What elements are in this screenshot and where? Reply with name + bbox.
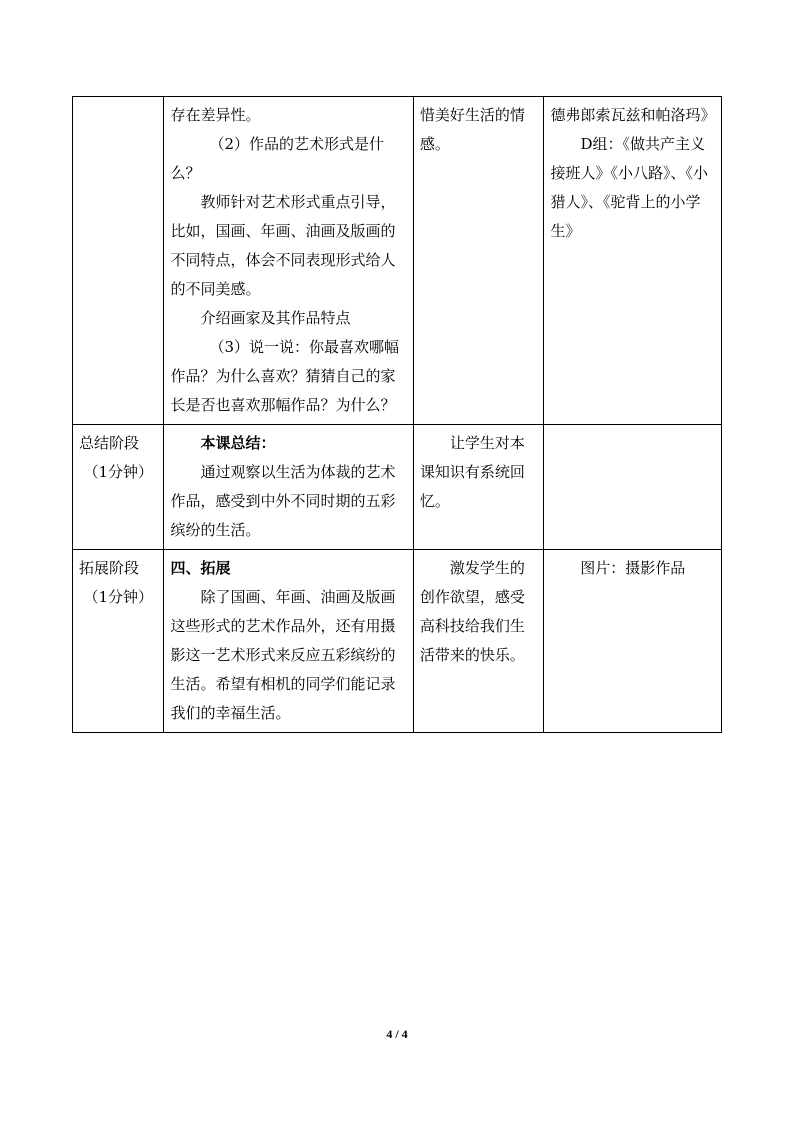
intent-text: 激发学生的创作欲望，感受高科技给我们生活带来的快乐。 [419,559,525,664]
table-row [73,425,722,550]
summary-text: 通过观察以生活为体裁的艺术作品，感受到中外不同时期的五彩缤纷的生活。 [170,463,396,539]
lesson-plan-table [72,96,722,733]
stage-cell [73,550,164,733]
page-number: 4 / 4 [386,1027,408,1041]
summary-heading: 本课总结： [200,434,276,452]
teacher-guidance: 教师针对艺术形式重点引导，比如，国画、年画、油画及版画的不同特点，体会不同表现形式给人的不同美感。 [170,193,396,298]
stage-label: 总结阶段 [79,434,140,452]
content-cell [164,97,413,425]
extension-text: 除了国画、年画、油画及版画这些形式的艺术作品外，还有用摄影这一艺术形式来反应五彩缤纷的生活。希望有相机的同学们能记录我们的幸福生活。 [170,588,396,722]
artist-intro: 介绍画家及其作品特点 [200,309,351,327]
intent-cell [413,425,544,550]
resources-cell [544,425,722,550]
intent-text: 惜美好生活的情感。 [419,106,525,153]
stage-label: 拓展阶段 [79,559,140,577]
stage-duration: （1分钟） [83,463,153,481]
content-cell [164,550,413,733]
stage-duration: （1分钟） [83,588,153,606]
content-line: 存在差异性。 [170,106,261,124]
intent-cell [413,550,544,733]
extension-heading: 四、拓展 [170,559,231,577]
content-cell [164,425,413,550]
question-art-form: （2）作品的艺术形式是什么？ [170,135,385,182]
resources-cell [544,550,722,733]
stage-cell [73,97,164,425]
intent-text: 让学生对本课知识有系统回忆。 [419,434,525,510]
resources-cell [544,97,722,425]
question-favorite: （3）说一说：你最喜欢哪幅作品？为什么喜欢？猜猜自己的家长是否也喜欢那幅作品？为什么？ [170,338,400,414]
resource-line: 德弗郎索瓦兹和帕洛玛》 [550,106,716,124]
resource-photo: 图片：摄影作品 [580,559,686,577]
table-row [73,97,722,425]
stage-cell [73,425,164,550]
table-row [73,550,722,733]
intent-cell [413,97,544,425]
resource-group-d: D组：《做共产主义接班人》《小八路》、《小猎人》、《驼背上的小学生》 [550,135,708,240]
